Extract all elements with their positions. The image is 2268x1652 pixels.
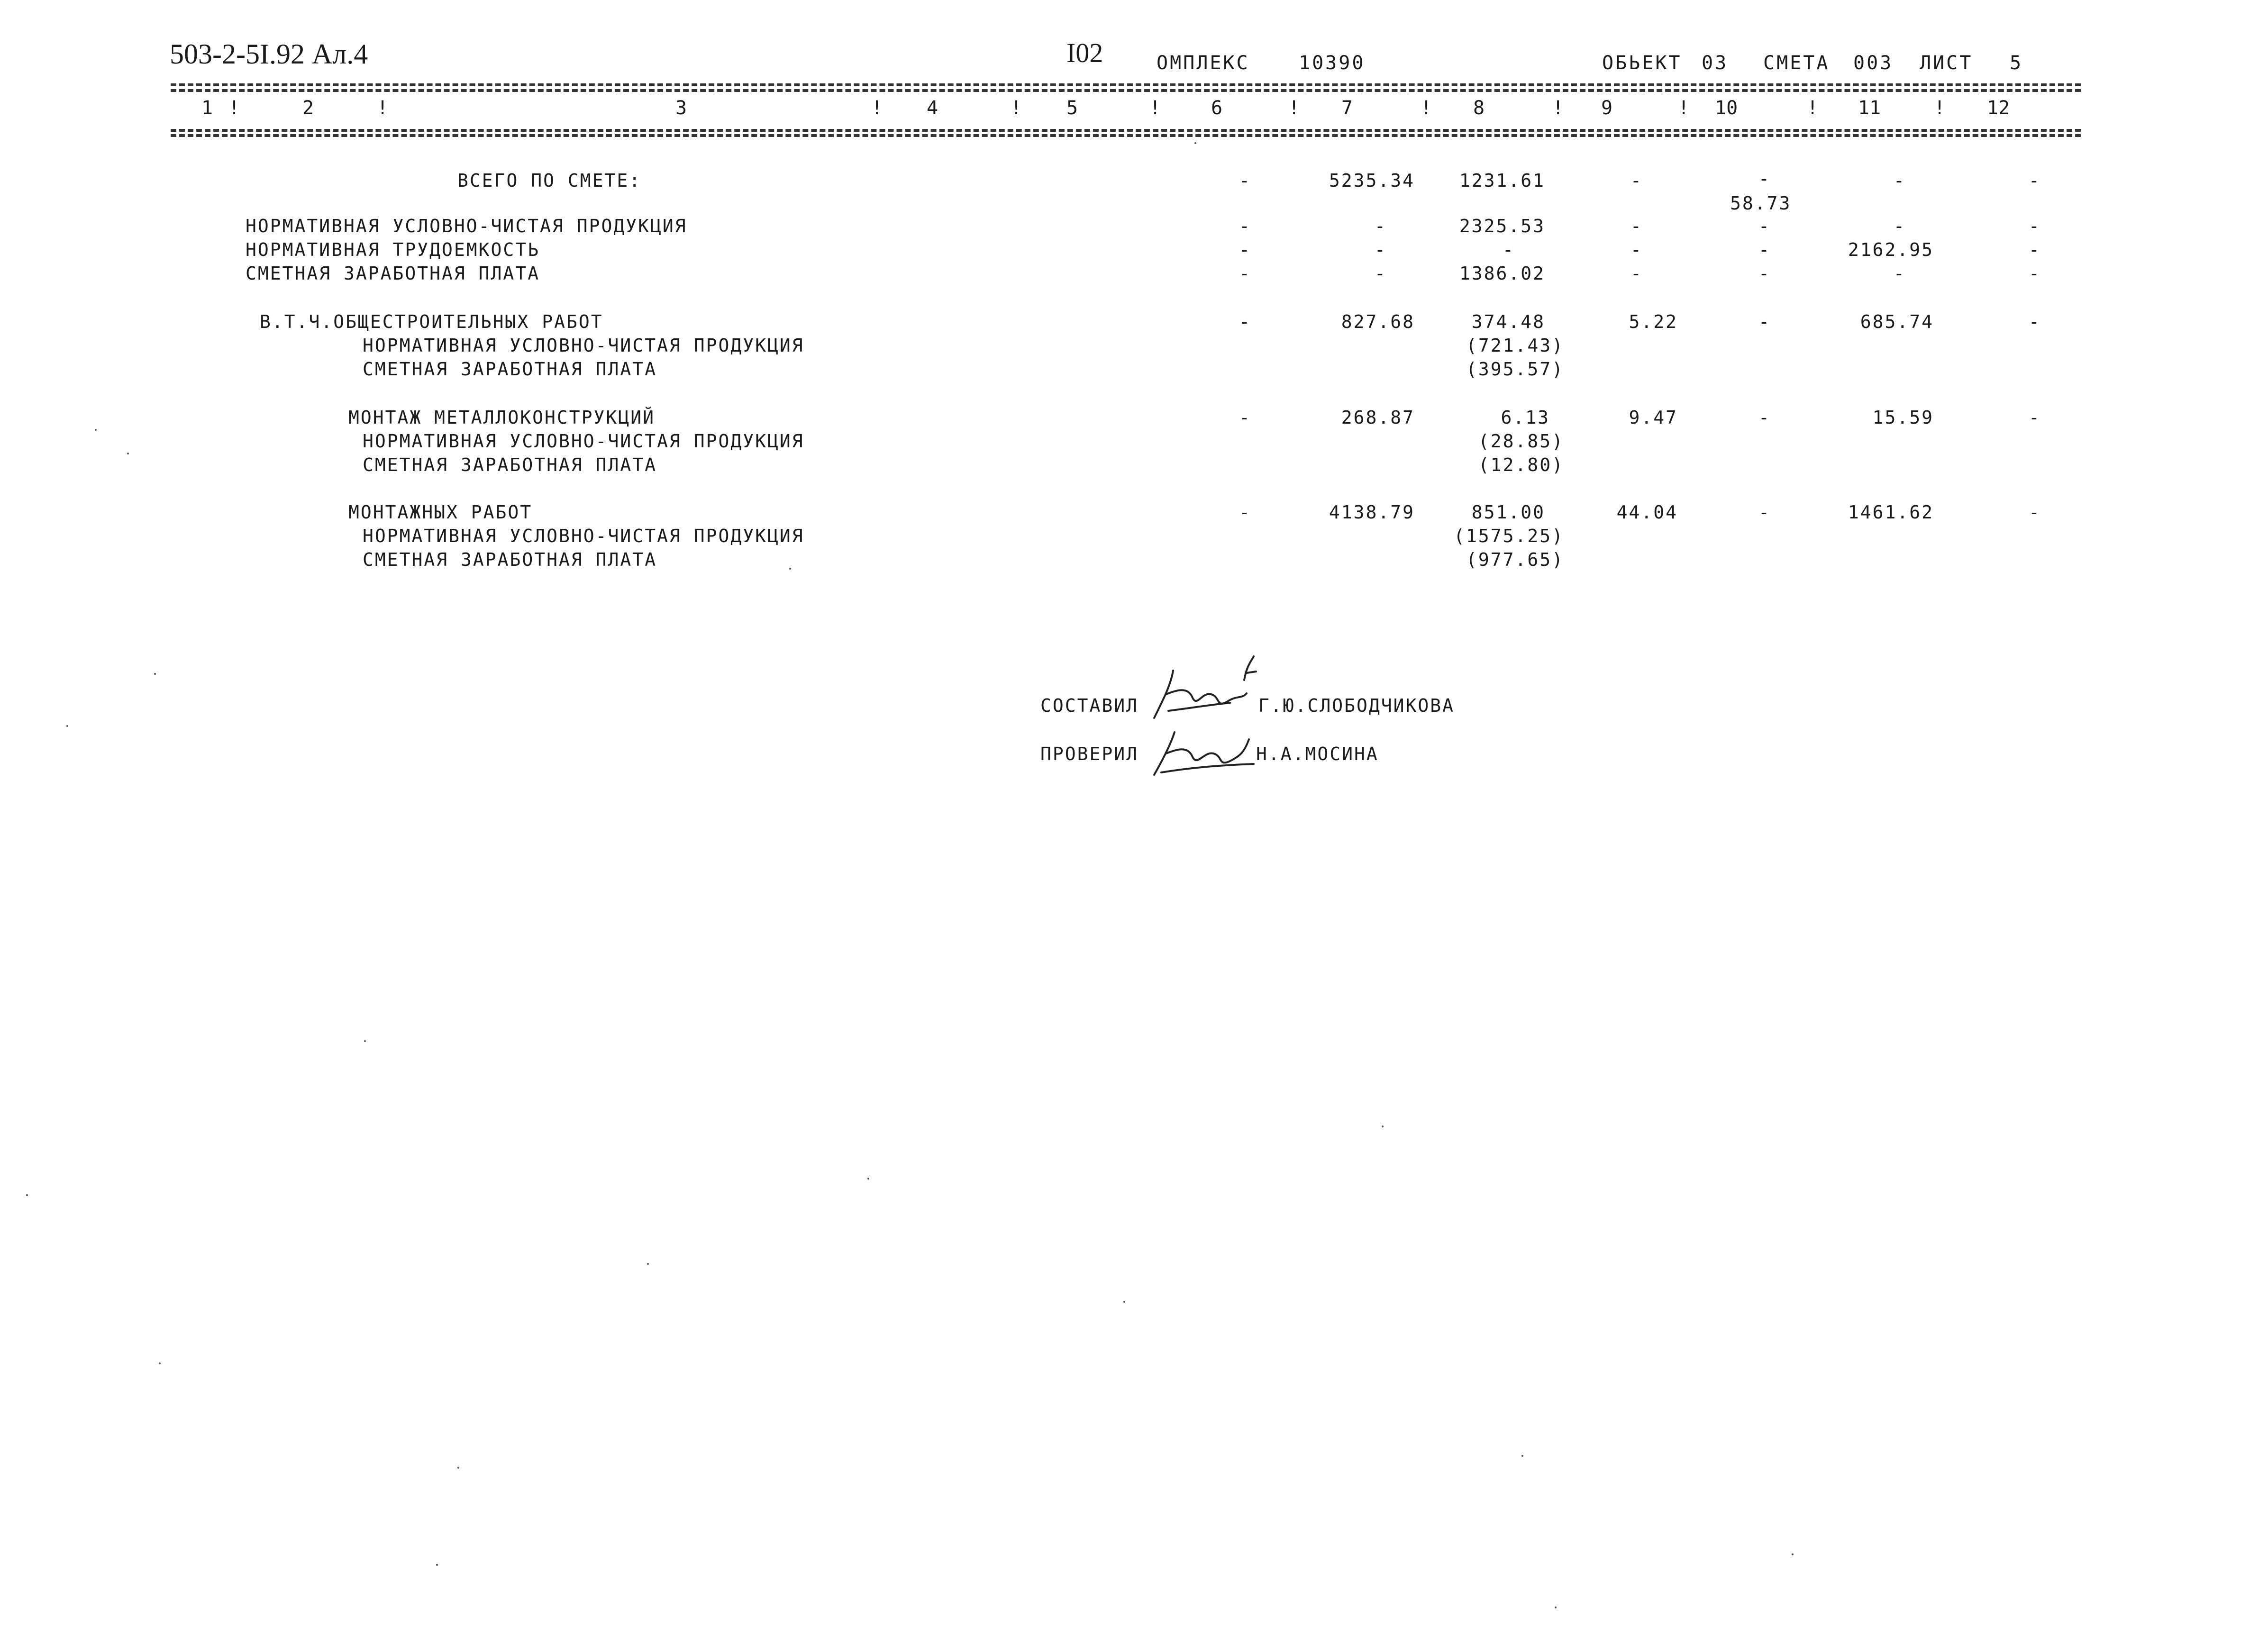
scan-speck [1194, 142, 1196, 144]
cell-col6: - [1239, 216, 1251, 236]
cell-col12: - [2029, 311, 2041, 332]
cell-col6: - [1239, 311, 1251, 332]
scan-speck [95, 429, 97, 431]
cell-col8-sub: (12.80) [1478, 454, 1564, 475]
complex-value: 10390 [1299, 52, 1366, 74]
cell-col9: 9.47 [1629, 407, 1678, 428]
cell-col7: - [1375, 216, 1387, 236]
cell-col11: - [1894, 263, 1906, 284]
cell-col6: - [1239, 407, 1251, 428]
checked-label: ПРОВЕРИЛ [1040, 744, 1139, 764]
scan-speck [647, 1263, 649, 1265]
cell-col10: - [1758, 502, 1771, 523]
row-label: СМЕТНАЯ ЗАРАБОТНАЯ ПЛАТА [246, 263, 540, 284]
cell-col12: - [2029, 407, 2041, 428]
cell-col7: 268.87 [1341, 407, 1415, 428]
cell-col12: - [2029, 502, 2041, 523]
cell-col11: 1461.62 [1848, 502, 1934, 523]
column-number: 7 [1341, 97, 1353, 119]
compiled-signature [1145, 652, 1258, 730]
sub-row-label: НОРМАТИВНАЯ УСЛОВНО-ЧИСТАЯ ПРОДУКЦИЯ [363, 526, 804, 546]
column-number: 10 [1715, 97, 1738, 119]
column-number: 11 [1858, 97, 1881, 119]
sheet-value: 5 [2010, 52, 2023, 74]
scan-speck [26, 1194, 28, 1196]
column-number: 1 [201, 97, 213, 119]
scan-speck [789, 568, 791, 570]
row-label: В.Т.Ч.ОБЩЕСТРОИТЕЛЬНЫХ РАБОТ [260, 311, 603, 332]
column-separator: ! [871, 97, 883, 119]
cell-col10-value: 58.73 [1730, 193, 1792, 214]
cell-col8-sub: (28.85) [1478, 431, 1564, 452]
complex-label: ОМПЛЕКС [1157, 52, 1250, 74]
column-number: 12 [1987, 97, 2010, 119]
sub-row-label: НОРМАТИВНАЯ УСЛОВНО-ЧИСТАЯ ПРОДУКЦИЯ [363, 431, 804, 452]
row-label: НОРМАТИВНАЯ ТРУДОЕМКОСТЬ [246, 239, 540, 260]
column-separator: ! [1678, 97, 1690, 119]
cell-col7: 827.68 [1341, 311, 1415, 332]
document-number: 503-2-5I.92 Ал.4 [170, 38, 368, 70]
object-label: ОБЬЕКТ [1602, 52, 1682, 74]
cell-col11: 2162.95 [1848, 239, 1934, 260]
column-separator: ! [377, 97, 389, 119]
column-number: 4 [927, 97, 938, 119]
cell-col9: 44.04 [1616, 502, 1678, 523]
row-label: МОНТАЖНЫХ РАБОТ [348, 502, 533, 523]
cell-col10: - [1758, 239, 1771, 260]
cell-col8: 851.00 [1471, 502, 1545, 523]
row-label: МОНТАЖ МЕТАЛЛОКОНСТРУКЦИЙ [348, 407, 655, 428]
rule-head-1 [171, 129, 2081, 132]
checked-signature [1147, 720, 1261, 782]
scan-speck [1792, 1553, 1794, 1555]
scan-speck [457, 1467, 459, 1469]
rule-head-2 [171, 134, 2081, 137]
sub-row-label: НОРМАТИВНАЯ УСЛОВНО-ЧИСТАЯ ПРОДУКЦИЯ [363, 335, 804, 356]
cell-col8-sub: (1575.25) [1454, 526, 1564, 546]
cell-col8: - [1503, 239, 1515, 260]
cell-col8-sub: (977.65) [1466, 549, 1564, 570]
scan-speck [159, 1362, 161, 1364]
column-separator: ! [1421, 97, 1432, 119]
cell-col7: - [1375, 263, 1387, 284]
row-label: ВСЕГО ПО СМЕТЕ: [457, 170, 642, 191]
cell-col7: 5235.34 [1329, 170, 1415, 191]
rule-top-2 [171, 89, 2081, 92]
cell-col11: - [1894, 216, 1906, 236]
cell-col6: - [1239, 170, 1251, 191]
cell-col8: 1386.02 [1459, 263, 1545, 284]
cell-col11: - [1894, 170, 1906, 191]
scan-speck [66, 725, 68, 727]
cell-col8: 374.48 [1471, 311, 1545, 332]
object-value: 03 [1702, 52, 1729, 74]
compiled-label: СОСТАВИЛ [1040, 695, 1139, 716]
cell-col9: - [1630, 263, 1643, 284]
cell-col8: 1231.61 [1459, 170, 1545, 191]
column-separator: ! [1807, 97, 1819, 119]
compiled-name: Г.Ю.СЛОБОДЧИКОВА [1258, 695, 1455, 716]
cell-col10: - [1758, 263, 1771, 284]
scan-speck [1382, 1126, 1384, 1127]
cell-col9: - [1630, 239, 1643, 260]
cell-col7: - [1375, 239, 1387, 260]
cell-col6: - [1239, 239, 1251, 260]
scan-speck [154, 673, 156, 675]
scan-speck [364, 1040, 366, 1042]
cell-col8-sub: (721.43) [1466, 335, 1564, 356]
column-separator: ! [1011, 97, 1022, 119]
page-number: I02 [1066, 37, 1103, 68]
scan-speck [127, 453, 129, 454]
scan-speck [1521, 1455, 1523, 1457]
estimate-value: 003 [1853, 52, 1894, 74]
sheet-label: ЛИСТ [1920, 52, 1973, 74]
column-separator: ! [1934, 97, 1946, 119]
cell-col8-sub: (395.57) [1466, 359, 1564, 380]
column-number: 8 [1473, 97, 1485, 119]
cell-col8: 2325.53 [1459, 216, 1545, 236]
scan-speck [867, 1178, 869, 1180]
sub-row-label: СМЕТНАЯ ЗАРАБОТНАЯ ПЛАТА [363, 454, 657, 475]
cell-col9: - [1630, 216, 1643, 236]
row-label: НОРМАТИВНАЯ УСЛОВНО-ЧИСТАЯ ПРОДУКЦИЯ [246, 216, 687, 236]
cell-col6: - [1239, 263, 1251, 284]
column-number: 6 [1211, 97, 1223, 119]
scan-speck [1555, 1607, 1557, 1608]
column-number: 3 [675, 97, 687, 119]
estimate-label: СМЕТА [1763, 52, 1830, 74]
cell-col12: - [2029, 170, 2041, 191]
sub-row-label: СМЕТНАЯ ЗАРАБОТНАЯ ПЛАТА [363, 549, 657, 570]
sub-row-label: СМЕТНАЯ ЗАРАБОТНАЯ ПЛАТА [363, 359, 657, 380]
column-separator: ! [1288, 97, 1300, 119]
cell-col10: - [1758, 216, 1771, 236]
cell-col8: 6.13 [1501, 407, 1550, 428]
cell-col10: - [1758, 168, 1771, 189]
scan-speck [436, 1564, 438, 1566]
column-separator: ! [1552, 97, 1564, 119]
cell-col10: - [1758, 407, 1771, 428]
cell-col11: 15.59 [1872, 407, 1934, 428]
cell-col12: - [2029, 263, 2041, 284]
column-number: 5 [1066, 97, 1078, 119]
cell-col12: - [2029, 216, 2041, 236]
cell-col9: 5.22 [1629, 311, 1678, 332]
cell-col6: - [1239, 502, 1251, 523]
column-number: 2 [302, 97, 314, 119]
rule-top-1 [171, 83, 2081, 86]
column-number: 9 [1601, 97, 1613, 119]
column-separator: ! [228, 97, 240, 119]
cell-col10: - [1758, 311, 1771, 332]
cell-col12: - [2029, 239, 2041, 260]
scan-speck [1123, 1301, 1125, 1303]
cell-col11: 685.74 [1860, 311, 1934, 332]
column-separator: ! [1149, 97, 1161, 119]
checked-name: Н.А.МОСИНА [1256, 744, 1379, 764]
cell-col7: 4138.79 [1329, 502, 1415, 523]
cell-col9: - [1630, 170, 1643, 191]
